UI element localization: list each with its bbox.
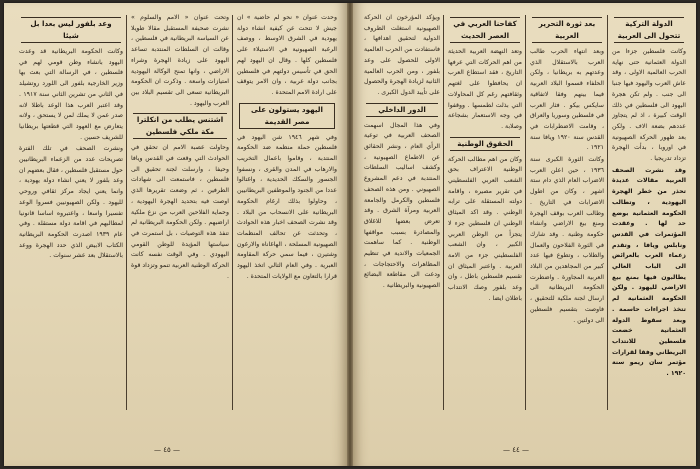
column-text: وكان من اهم مطالب الحركة الوطنية الاعتراف بحق الشعب العربي الفلسطيني في تقرير مصيره ، واقامة دولته المستقلة على ترابه الوطني . وقد اكد الميثاق الوطني ان فلسطين جزء لا يتجزأ من الوطن العربي الكبير ، وان الشعب الفلسطيني جزء من الامة العربية . واعتبر الميثاق ان تقسيم فلسطين باطل ، وان وعد بلفور وصك الانتداب باطلان ايضا . xyxy=(448,155,522,302)
left-page xyxy=(4,3,347,466)
column-headline: بعد ثورة التحرير العربية xyxy=(532,17,602,43)
column-text: وفي هذا المجال اسهمت الصحف العربية في توعية الرأي العام ، ونشر الحقائق عن الاطماع الصهيونية ، وكشف اساليب السلطات المنتدبة في دعم المشروع الصهيوني . ومن هذه الصحف فلسطين والكرمل والجامعة العربية ومرآة الشرق . وقد تعرض بعضها للاغلاق والمصادرة بسبب مواقفها الوطنية . كما ساهمت الجمعيات والاندية في تنظيم المظاهرات والاحتجاجات ، ودعت الى مقاطعة البضائع الصهيونية والبريطانية . xyxy=(364,121,440,290)
column-text: وتحت عنوان « الامم والسلوم » نشرت صحيفة المستقبل مقالا طويلا عن السياسة البريطانية في فلسطين ، وقالت ان السلطات المنتدبة تساعد اليهود على زيادة الهجرة وشراء الاراضي ، وانها تمنح الوكالة اليهودية امتيازات واسعة . وذكرت ان الحكومة البريطانية تسعى الى تقسيم البلاد بين العرب واليهود . xyxy=(131,14,229,107)
column-headline: اليهود يستولون على مصر القديمة xyxy=(239,103,335,129)
column-divider xyxy=(443,15,444,410)
column-divider xyxy=(126,15,127,410)
left-page-column-3 xyxy=(19,13,123,413)
column-text: ويؤكد المؤرخون ان الحركة الصهيونية استغلت الظروف الدولية لتحقيق اهدافها ، فاستفادت من الحرب العالمية الاولى للحصول على وعد بلفور ، ومن الحرب العالمية الثانية لزيادة الهجرة والحصول على تأييد الدول الكبرى . xyxy=(364,14,440,96)
column-headline: الدور الداخلي xyxy=(366,103,438,117)
column-headline: كفاحنا العربي في العصر الحديث xyxy=(450,17,520,43)
column-headline: الحقوق الوطنية xyxy=(450,137,520,151)
column-divider xyxy=(607,15,608,410)
column-headline: اشتنس يطلب من انكلترا مكة ملكي فلسطين xyxy=(133,113,227,139)
column-text: وبعد انتهاء الحرب طالب العرب بالاستقلال الذي وعدتهم به بريطانيا ، ولكن الحلفاء قسموا البلاد العربية فيما بينهم وفقا لاتفاقية سايكس بيكو . فثار العرب في فلسطين وسوريا والعراق ، وقامت الاضطرابات في القدس سنة ١٩٢٠ ويافا سنة ١٩٢١ . xyxy=(530,48,604,152)
column-headline: وعد بلفور ليس بعدا بل شيئا xyxy=(21,17,121,43)
page-number: — ٤٥ — xyxy=(154,446,180,454)
right-page-column-3 xyxy=(448,13,522,413)
column-text: وكانت فلسطين جزءا من الدولة العثمانية حتى نهاية الحرب العالمية الاولى ، وقد عاش العرب واليهود فيها جنبا الى جنب . ولم تكن هجرة اليهود الى فلسطين في ذلك الوقت كبيرة ، اذ لم يتجاوز عددهم بضعة الاف . ولكن بعد ظهور الحركة الصهيونية في اوروبا ، بدأت الهجرة تزداد تدريجيا . xyxy=(612,48,686,163)
right-page-column-4 xyxy=(364,13,440,413)
column-text: وحدت عنوان « نحو لم حاضية » ان جيش لا تتحت عن كيفية انشاء دولة يهودية في الشرق الاوسط ، ووصف الرغبة الصهيونية في الاستيلاء على فلسطين كلها . وقال ان اليهود لهم الحق في تأسيس دولتهم في فلسطين بجانب دولة عربية ، وان الامر يتوقف على ارادة الامم المتحدة . xyxy=(237,14,337,96)
column-divider xyxy=(525,15,526,410)
column-text: وقد نشرت الصحف العربية مقالات عديدة تحذر من خطر الهجرة اليهودية ، وتطالب الحكومة العثمانية بوضع حد لها . وعقدت المؤتمرات في القدس ونابلس ويافا ، وتقدم زعماء العرب بالعرائض الى الباب العالي يطالبون فيها بمنع بيع الاراضي لليهود . ولكن الحكومة العثمانية لم تتخذ اجراءات حاسمة . وبعد سقوط الدولة العثمانية خضعت فلسطين للانتداب البريطاني وفقا لقرارات مؤتمر سان ريمو سنة ١٩٢٠ . xyxy=(612,166,686,378)
column-text: ونشرت الصحف في تلك الفترة تصريحات عدد من الزعماء البريطانيين حول مستقبل فلسطين ، فقال بعضهم ان وعد بلفور لا يعني انشاء دولة يهودية ، وانما يعني ايجاد مركز ثقافي وروحي لليهود . ولكن الصهيونيين فسروا الوعد تفسيرا واسعا ، واعتبروه اساسا قانونيا لمطالبهم في اقامة دولة مستقلة . وفي عام ١٩٣٩ اصدرت الحكومة البريطانية الكتاب الابيض الذي حدد الهجرة ووعد بالاستقلال بعد عشر سنوات . xyxy=(19,145,123,260)
left-page-column-2 xyxy=(131,13,229,413)
column-text: وحاولت عصبة الامم ان تحقق في الحوادث التي وقعت في القدس ويافا وحيفا ، وارسلت لجنة تحقيق الى فلسطين ، فاستمعت الى شهادات الطرفين ، ثم وضعت تقريرها الذي اوصت فيه بتحديد الهجرة اليهودية ، وحماية الفلاحين العرب من نزع ملكية اراضيهم . ولكن الحكومة البريطانية لم تنفذ هذه التوصيات ، بل استمرت في سياستها المؤيدة للوطن القومي اليهودي . وفي الوقت نفسه كانت الحركة الوطنية العربية تنمو وتزداد قوة . xyxy=(131,144,229,280)
right-page-column-1 xyxy=(612,13,686,413)
book-spread xyxy=(4,3,696,466)
column-text: وتعد النهضة العربية الحديثة من اهم الحركات التي عرفها التاريخ ، فقد استطاع العرب ان يحافظوا على لغتهم وثقافتهم رغم كل المحاولات التي بذلت لطمسها . ووقفوا في وجه الاستعمار بشجاعة وصلابة . xyxy=(448,48,522,130)
column-text: وكانت الثورة الكبرى سنة ١٩٣٦ ، حين اعلن العرب الاضراب العام الذي دام ستة اشهر ، وكان من اطول الاضرابات في التاريخ . وطالب العرب بوقف الهجرة ومنع بيع الاراضي وانشاء حكومة وطنية . وقد شارك في الثورة الفلاحون والعمال والطلاب ، وتطوع فيها عدد كبير من المجاهدين من البلاد العربية المجاورة . واضطرت الحكومة البريطانية الى ارسال لجنة ملكية للتحقيق ، فاوصت بتقسيم فلسطين الى دولتين . xyxy=(530,156,604,324)
right-page xyxy=(353,3,696,466)
column-divider xyxy=(232,15,233,410)
column-text: وكانت الحكومة البريطانية قد وعدت اليهود بانشاء وطن قومي لهم في فلسطين ، في الرسالة التي بعث بها وزير الخارجية بلفور الى اللورد روتشيلد في الثاني من تشرين الثاني سنة ١٩١٧ . وقد اعتبر العرب هذا الوعد باطلا لانه صدر عمن لا يملك لمن لا يستحق ، ولانه يتعارض مع العهود التي قطعتها بريطانيا للشريف حسين . xyxy=(19,48,123,141)
column-text: وفي شهر ١٩٤٦ شن اليهود في فلسطين حملة منظمة ضد الحكومة المنتدبة ، وقاموا باعمال التخريب والارهاب في المدن والقرى ، ونسفوا الجسور والسكك الحديدية ، واغتالوا عددا من الجنود والموظفين البريطانيين ، وحاولوا بذلك ارغام الحكومة البريطانية على الانسحاب من البلاد . وقد نشرت الصحف اخبار هذه الحوادث ، وتحدثت عن تحالف المنظمات الصهيونية المسلحة ، الهاغاناه والارغون وشتيرن ، فيما سمي حركة المقاومة العبرية . وفي العام التالي اتخذ اليهود قرارا بالتعاون مع الولايات المتحدة . xyxy=(237,133,337,280)
column-headline: الدولة التركية تتحول الى العربية xyxy=(614,17,684,43)
right-page-column-2 xyxy=(530,13,604,413)
left-page-column-1 xyxy=(237,13,337,413)
page-number: — ٤٤ — xyxy=(503,446,529,454)
